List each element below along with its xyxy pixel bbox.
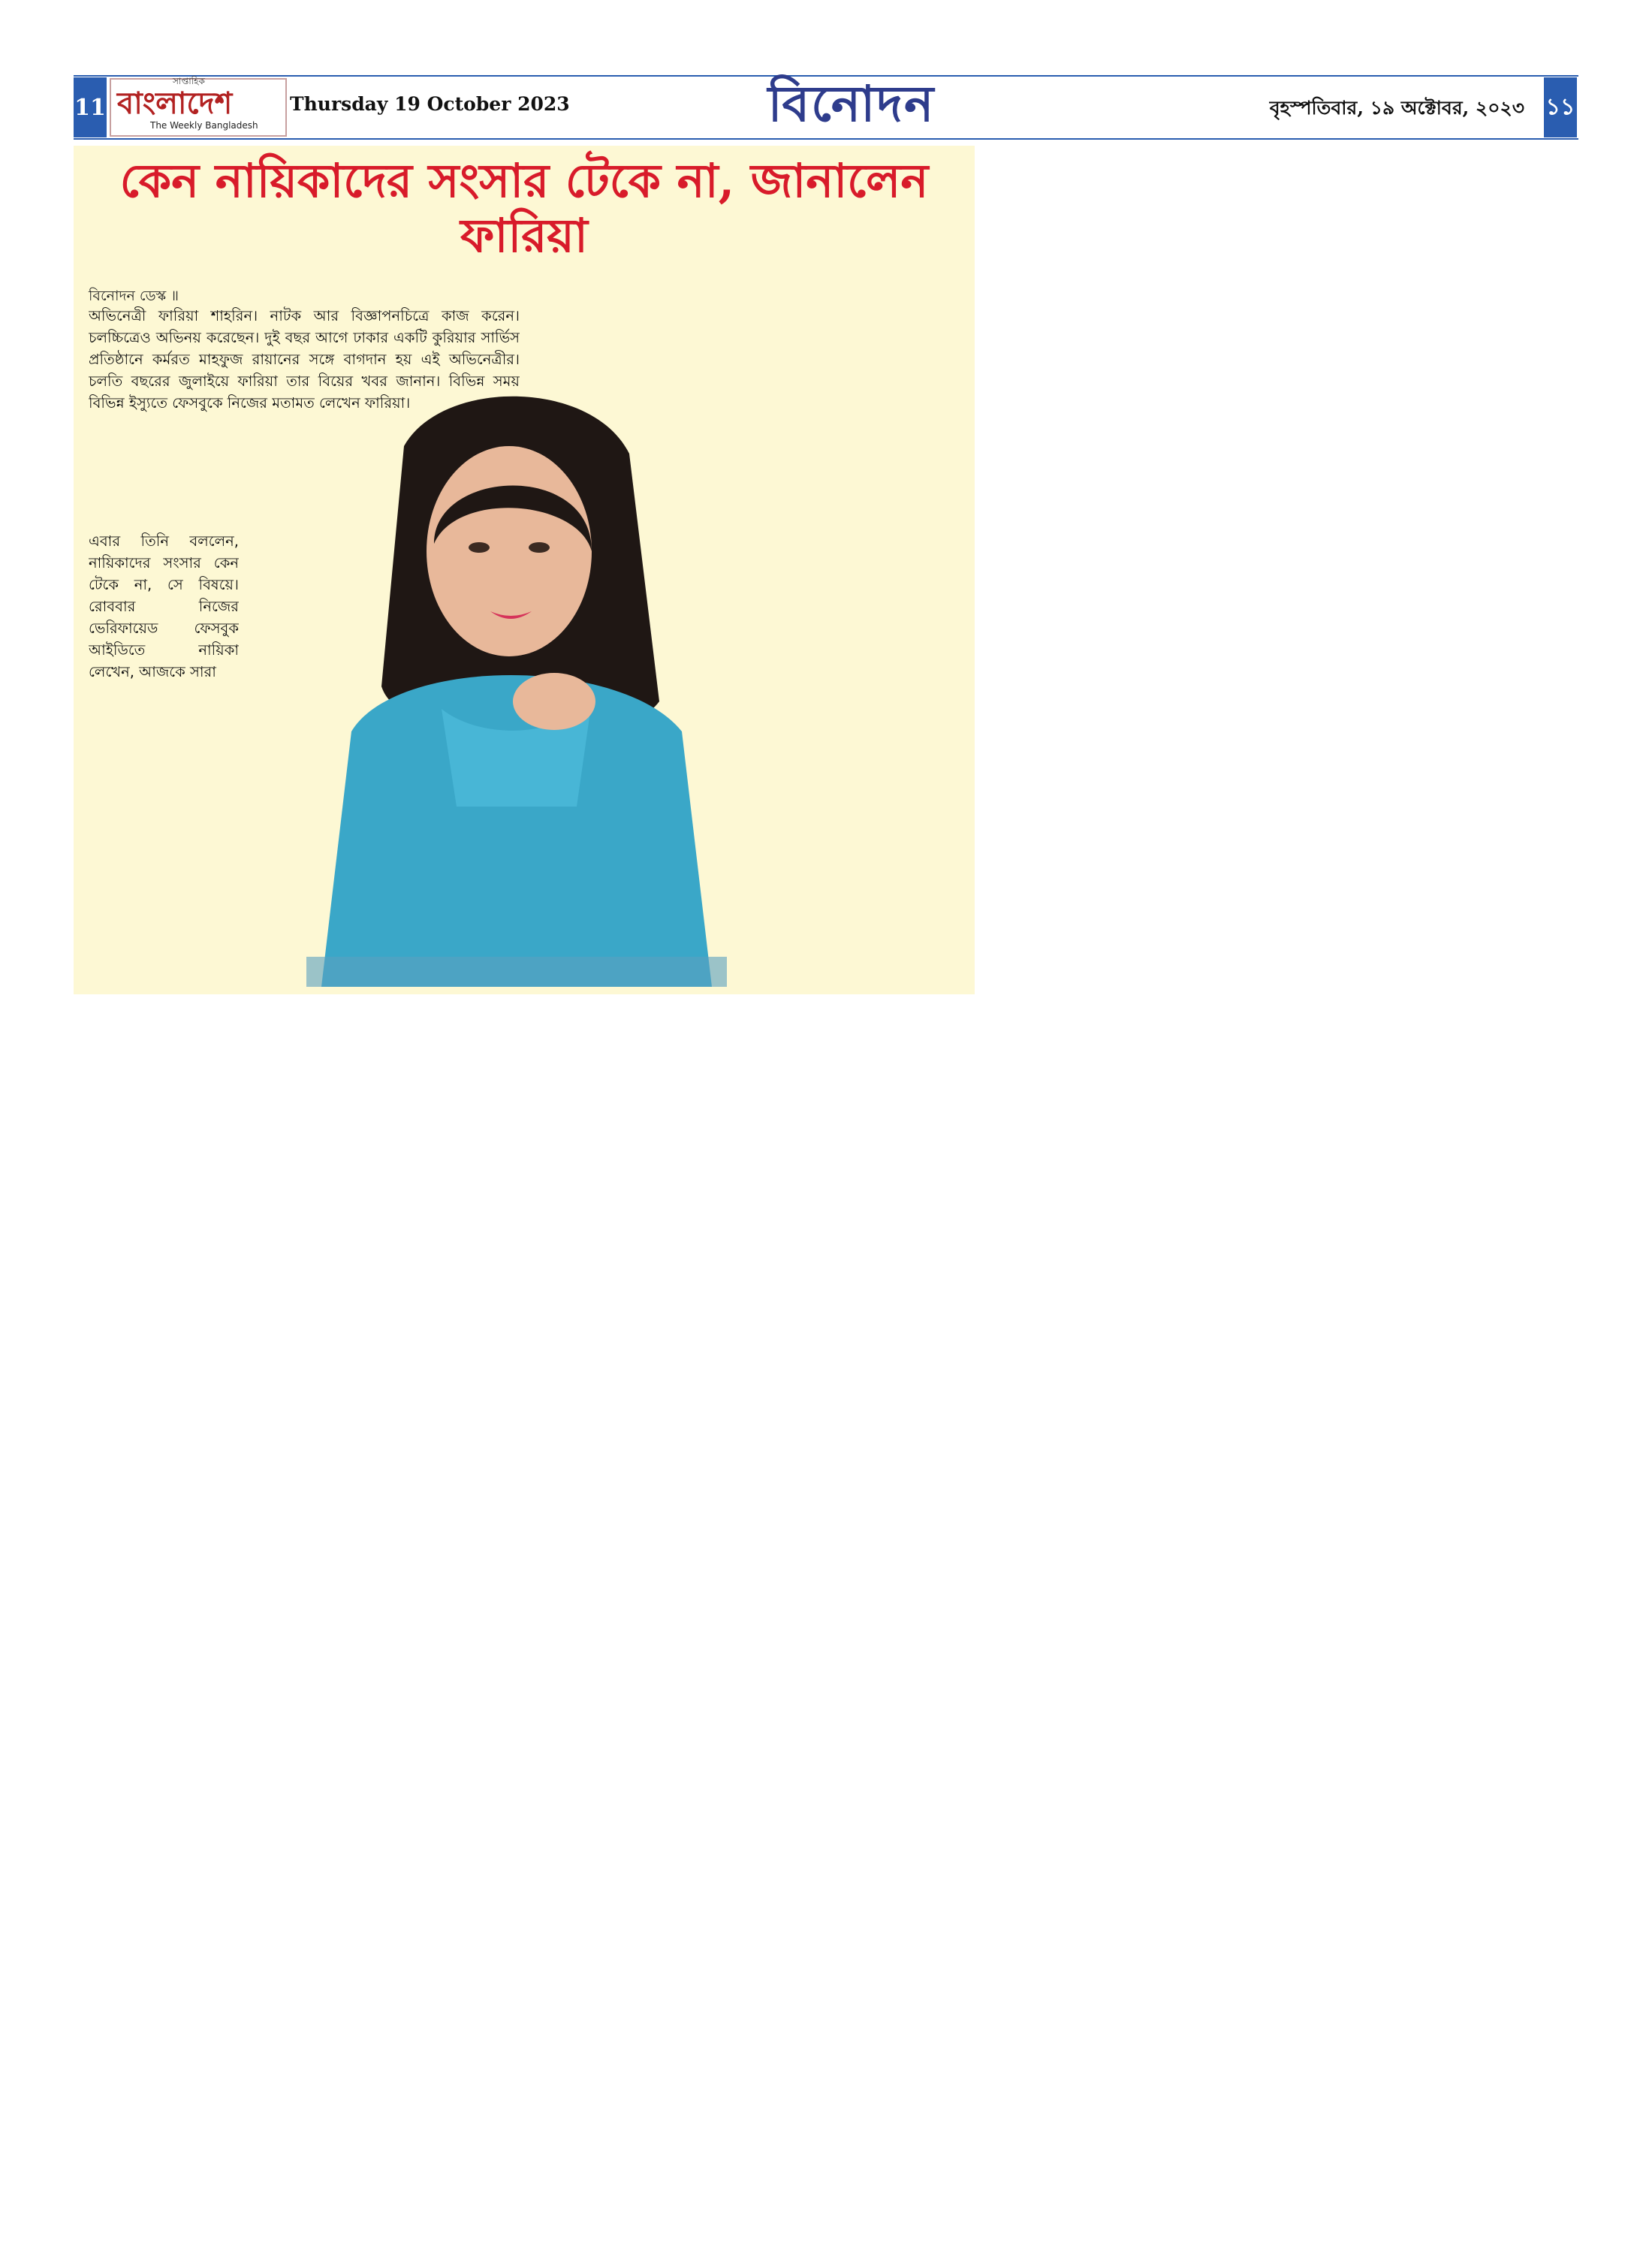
body-faria-col1b: এবার তিনি বললেন, নায়িকাদের সংসার কেন টেকে না, সে বিষয়ে। রোববার নিজের ভেরিফায়েড ফেসবুক আইডিতে নায়িকা লেখেন, আজকে সারা [89, 532, 239, 680]
logo-tagline: সাপ্তাহিক [173, 76, 205, 86]
photo-faria [306, 386, 727, 987]
section-masthead: বিনোদন [767, 74, 936, 133]
headline-faria: কেন নায়িকাদের সংসার টেকে না, জানালেন ফারিয়া [119, 153, 929, 264]
desk-faria: বিনোদন ডেস্ক ॥ [89, 288, 179, 304]
page-number-right: ১১ [1544, 77, 1577, 137]
page-number-left: 11 [74, 77, 107, 137]
date-bangla: বৃহস্পতিবার, ১৯ অক্টোবর, ২০২৩ [1269, 97, 1524, 119]
body-faria-col1: অভিনেত্রী ফারিয়া শাহরিন। নাটক আর বিজ্ঞাপনচিত্রে কাজ করেন। চলচ্চিত্রেও অভিনয় করেছেন। দুই বছর আগে ঢাকার একটি কুরিয়ার সার্ভিস প্রতিষ্ঠানে কর্মরত মাহফুজ রায়ানের সঙ্গে বাগদান হয় এই অভিনেত্রীর। চলতি বছরের জুলাইয়ে ফারিয়া তার বিয়ের খবর জানান। বিভিন্ন সময় বিভিন্ন ইস্যুতে ফেসবুকে নিজের মতামত লেখেন ফারিয়া। [89, 307, 520, 412]
date-english: Thursday 19 October 2023 [290, 93, 570, 115]
article-faria [74, 146, 975, 994]
logo-subtitle: The Weekly Bangladesh [150, 120, 258, 131]
logo-text: বাংলাদেশ [117, 86, 233, 121]
